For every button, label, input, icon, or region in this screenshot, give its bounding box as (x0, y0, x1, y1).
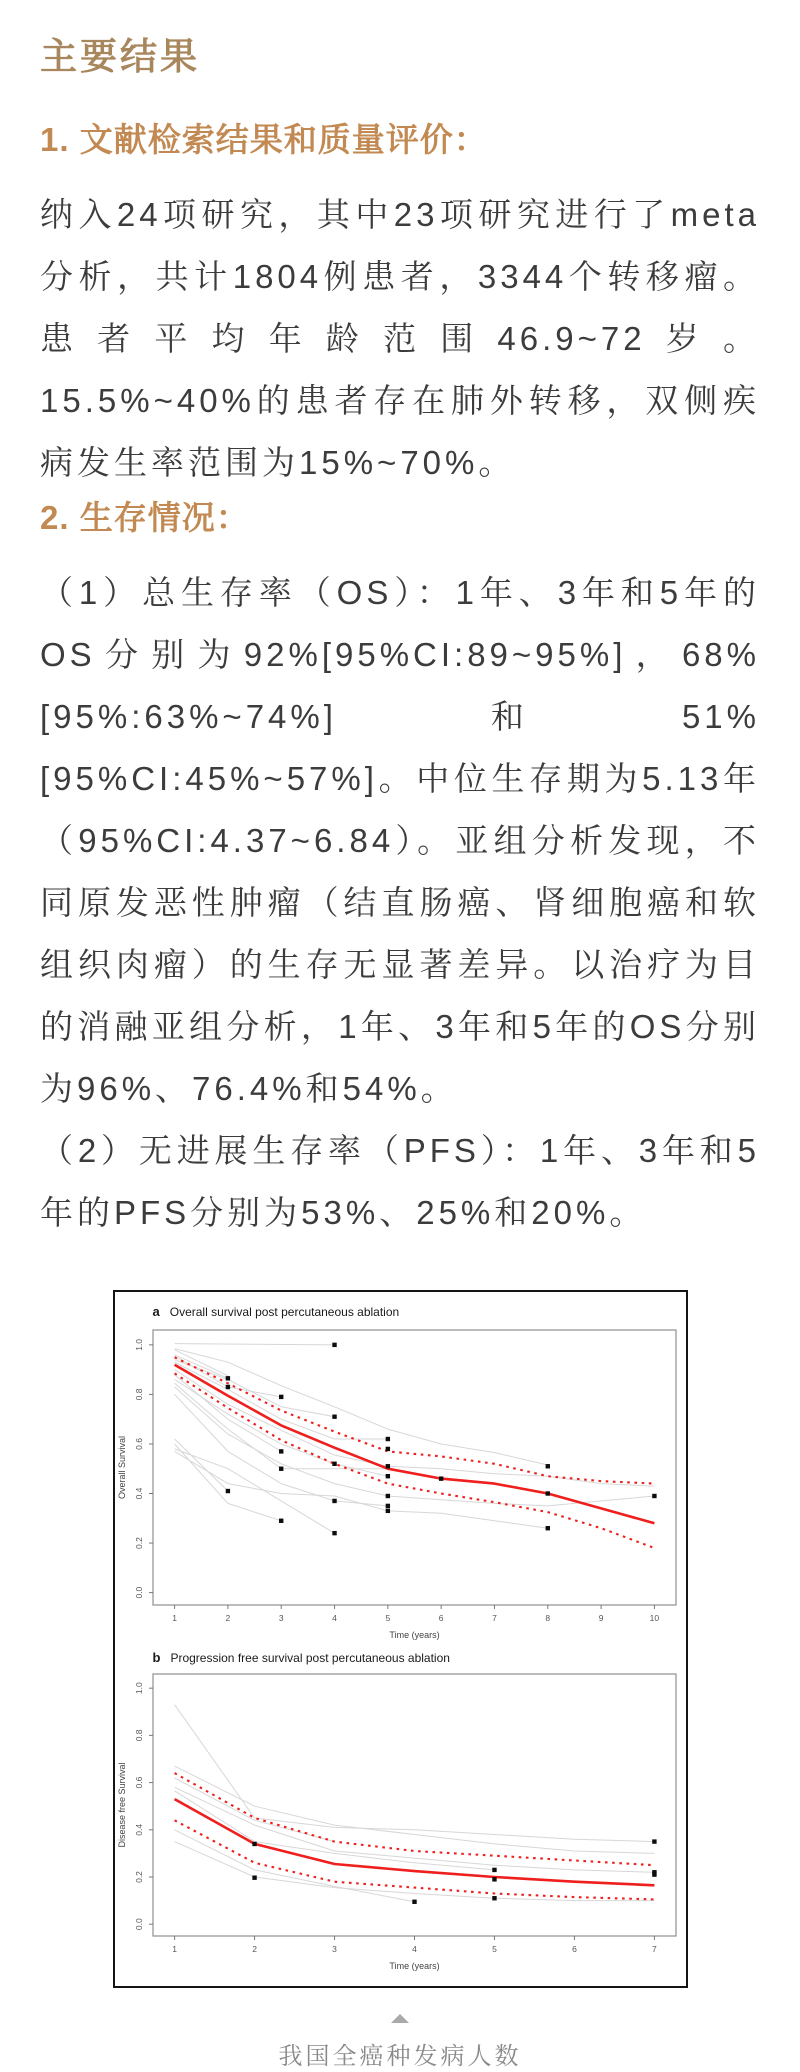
svg-text:6: 6 (571, 1943, 577, 1954)
pfs-chart-svg (115, 1668, 686, 1978)
section-survival (40, 498, 760, 1244)
pfs-chart-title (153, 1650, 686, 1666)
caption-arrow-up-icon (391, 2014, 409, 2023)
svg-text:Time (years): Time (years) (388, 1629, 440, 1640)
svg-text:9: 9 (598, 1612, 603, 1623)
svg-text:1.0: 1.0 (133, 1338, 144, 1351)
svg-text:0.8: 0.8 (133, 1388, 144, 1400)
section-2-heading: 2. 生存情况： (40, 498, 250, 536)
body-paragraph: （2）无进展生存率（PFS）：1年、3年和5年的PFS分别为53%、25%和20%。 (40, 1131, 760, 1231)
svg-text:4: 4 (411, 1943, 417, 1954)
panel-letter-a: a (152, 1303, 160, 1319)
svg-text:0.8: 0.8 (133, 1729, 144, 1741)
svg-text:0.0: 0.0 (133, 1586, 144, 1599)
svg-text:0.6: 0.6 (133, 1776, 144, 1789)
os-chart-title-text: Overall survival post percutaneous ablation (169, 1304, 400, 1319)
panel-letter-b: b (152, 1649, 161, 1665)
svg-text:1: 1 (171, 1612, 177, 1623)
os-chart-block (115, 1304, 686, 1644)
svg-text:Disease free Survival: Disease free Survival (116, 1762, 127, 1848)
page-title: 主要结果 (40, 37, 200, 78)
svg-text:0.6: 0.6 (133, 1437, 144, 1450)
svg-text:10: 10 (649, 1612, 659, 1623)
svg-text:5: 5 (491, 1943, 497, 1954)
svg-text:7: 7 (651, 1943, 657, 1954)
svg-text:1: 1 (171, 1943, 177, 1954)
os-chart-title (153, 1304, 686, 1320)
svg-text:0.4: 0.4 (133, 1823, 144, 1836)
svg-text:0.2: 0.2 (133, 1536, 144, 1549)
figure-caption-block (40, 2014, 760, 2072)
svg-text:Overall Survival: Overall Survival (116, 1435, 127, 1499)
svg-text:3: 3 (331, 1943, 337, 1954)
svg-text:2: 2 (251, 1943, 257, 1954)
svg-text:8: 8 (544, 1612, 550, 1623)
svg-text:5: 5 (384, 1612, 390, 1623)
svg-text:1.0: 1.0 (133, 1681, 144, 1694)
figure-caption-text: 我国全癌种发病人数 (278, 2042, 522, 2070)
section-literature-search (40, 120, 760, 494)
svg-text:4: 4 (331, 1612, 337, 1623)
svg-text:7: 7 (491, 1612, 497, 1623)
os-chart-svg (115, 1322, 686, 1644)
svg-text:0.0: 0.0 (133, 1917, 144, 1930)
survival-curves-figure[interactable] (113, 1290, 688, 1988)
pfs-chart-block (115, 1650, 686, 1978)
section-1-heading: 1. 文献检索结果和质量评价： (40, 121, 488, 159)
svg-text:0.2: 0.2 (133, 1870, 144, 1883)
svg-text:6: 6 (438, 1612, 444, 1623)
svg-text:2: 2 (225, 1612, 230, 1623)
body-paragraph: 纳入24项研究，其中23项研究进行了meta分析，共计1804例患者，3344个转移瘤。患者平均年龄范围46.9~72岁。15.5%~40%的患者存在肺外转移，双侧疾病发生率范围为15%~70%。 (40, 195, 760, 481)
body-paragraph: （1）总生存率（OS）：1年、3年和5年的OS分别为92%[95%CI:89~95%]，68%[95%:63%~74%]和51%[95%CI:45%~57%]。中位生存期为5.13年（95%CI:4.37~6.84）。亚组分析发现，不同原发恶性肿瘤（结直肠癌、肾细胞癌和软组织肉瘤）的生存无显著差异。以治疗为目的消融亚组分析，1年、3年和5年的OS分别为96%、76.4%和54%。 (40, 573, 760, 1107)
svg-text:0.4: 0.4 (133, 1487, 144, 1500)
svg-text:3: 3 (278, 1612, 284, 1623)
pfs-chart-title-text: Progression free survival post percutaneous ablation (170, 1650, 450, 1665)
svg-text:Time (years): Time (years) (388, 1960, 440, 1971)
